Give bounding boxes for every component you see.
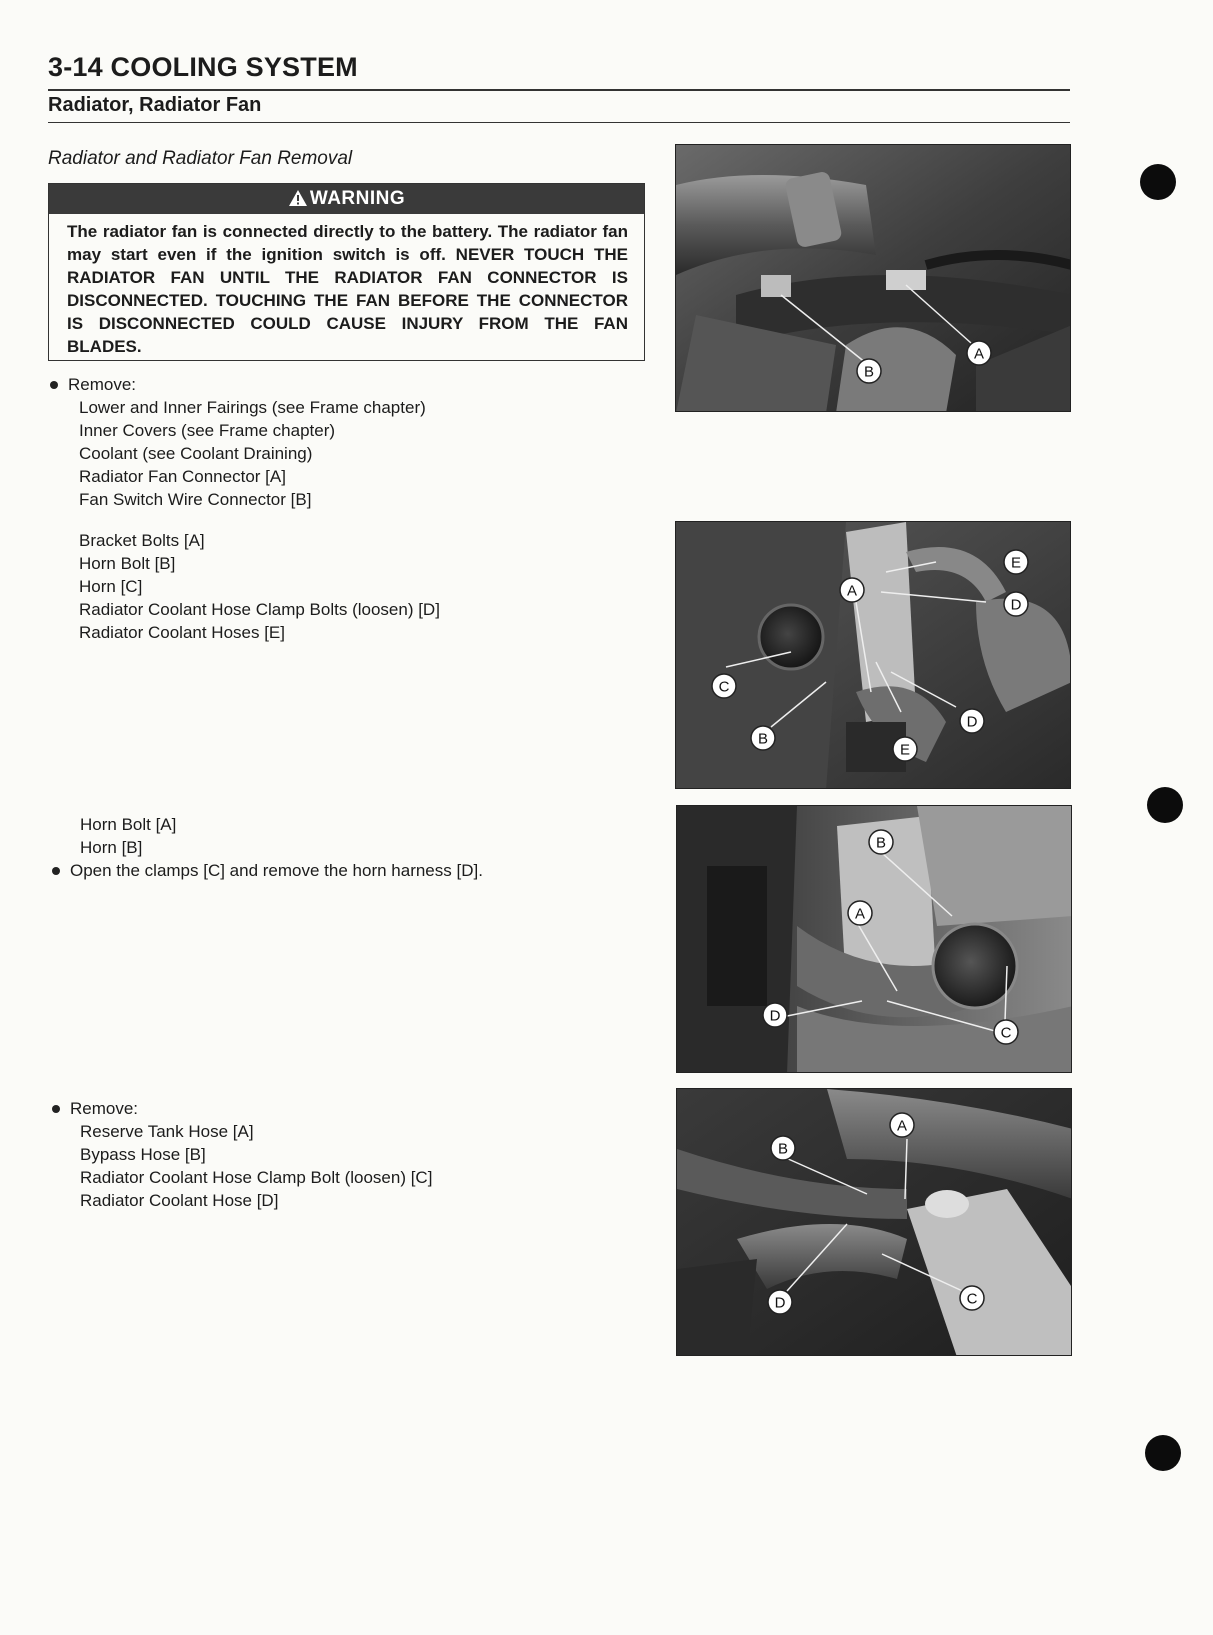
subsection-title: Radiator and Radiator Fan Removal [48, 148, 353, 169]
callout-a [846, 899, 874, 927]
svg-text:D: D [774, 1294, 786, 1312]
binder-hole [1145, 1435, 1181, 1471]
list-item: Horn Bolt [A] [80, 815, 177, 834]
list-item: Horn [B] [80, 838, 143, 857]
callout-a [965, 339, 993, 367]
binder-hole [1140, 164, 1176, 200]
step4-list [80, 1120, 432, 1212]
list-item: Bracket Bolts [A] [79, 531, 205, 550]
chapter-title: 3-14 COOLING SYSTEM [48, 52, 358, 82]
svg-text:C: C [718, 678, 730, 696]
photo-horn-bracket [675, 521, 1071, 789]
callout-c [710, 672, 738, 700]
svg-text:D: D [1010, 596, 1022, 614]
bullet-icon [52, 867, 60, 875]
svg-text:B: B [777, 1140, 789, 1158]
step4-label: Remove: [70, 1099, 139, 1118]
warning-triangle-icon [288, 187, 308, 217]
callout-d [766, 1288, 794, 1316]
list-item: Radiator Coolant Hose Clamp Bolt (loosen) [C] [80, 1168, 433, 1187]
svg-text:A: A [846, 582, 858, 600]
svg-text:A: A [854, 905, 866, 923]
photo-coolant-hoses [676, 1088, 1072, 1356]
svg-text:A: A [973, 345, 985, 363]
step3-list [80, 813, 176, 859]
warning-text: The radiator fan is connected directly to the battery. The radiator fan may start even if the ignition switch is off. NEVER TOUCH THE RADIATOR FAN UNTIL THE RADIATOR FAN CONNECTOR IS DISCONNECTED. TOUCHING THE FAN BEFORE THE CONNECTOR IS DISCONNECTED COULD CAUSE INJURY FROM THE FAN BLADES. [67, 222, 628, 356]
callout-b [855, 357, 883, 385]
callout-a [888, 1111, 916, 1139]
list-item: Radiator Fan Connector [A] [79, 467, 286, 486]
list-item: Bypass Hose [B] [80, 1145, 206, 1164]
svg-text:E: E [1010, 554, 1022, 572]
callout-e [891, 735, 919, 763]
svg-text:B: B [863, 363, 875, 381]
step1-label: Remove: [68, 375, 137, 394]
bullet-icon [52, 1105, 60, 1113]
svg-text:D: D [769, 1007, 781, 1025]
list-item: Horn [C] [79, 577, 143, 596]
list-item: Lower and Inner Fairings (see Frame chapter) [79, 398, 426, 417]
section-title: Radiator, Radiator Fan [48, 94, 262, 116]
callout-c [992, 1018, 1020, 1046]
binder-hole [1147, 787, 1183, 823]
list-item: Horn Bolt [B] [79, 554, 176, 573]
list-item: Fan Switch Wire Connector [B] [79, 490, 312, 509]
warning-box [48, 183, 645, 361]
warning-header [49, 184, 644, 214]
bullet-icon [50, 381, 58, 389]
svg-text:A: A [896, 1117, 908, 1135]
callout-b [867, 828, 895, 856]
callout-d [761, 1001, 789, 1029]
callout-e [1002, 548, 1030, 576]
svg-text:B: B [875, 834, 887, 852]
list-item: Radiator Coolant Hoses [E] [79, 623, 285, 642]
svg-text:B: B [757, 730, 769, 748]
callout-d [1002, 590, 1030, 618]
callout-a [838, 576, 866, 604]
list-item: Reserve Tank Hose [A] [80, 1122, 254, 1141]
step2-list [79, 529, 440, 644]
list-item: Radiator Coolant Hose Clamp Bolts (loosen) [D] [79, 600, 440, 619]
callout-b [749, 724, 777, 752]
photo-fan-connectors [675, 144, 1071, 412]
list-item: Radiator Coolant Hose [D] [80, 1191, 279, 1210]
list-item: Inner Covers (see Frame chapter) [79, 421, 336, 440]
warning-label: WARNING [309, 188, 406, 209]
step3-bullet-text: Open the clamps [C] and remove the horn harness [D]. [70, 861, 483, 880]
header-rule [48, 89, 1070, 91]
photo-horn-harness [676, 805, 1072, 1073]
svg-text:C: C [966, 1290, 978, 1308]
callout-b [769, 1134, 797, 1162]
callout-d [958, 707, 986, 735]
list-item: Coolant (see Coolant Draining) [79, 444, 313, 463]
step1-list [79, 396, 426, 511]
svg-text:C: C [1000, 1024, 1012, 1042]
section-rule [48, 122, 1070, 123]
callout-c [958, 1284, 986, 1312]
svg-text:E: E [899, 741, 911, 759]
svg-text:D: D [966, 713, 978, 731]
